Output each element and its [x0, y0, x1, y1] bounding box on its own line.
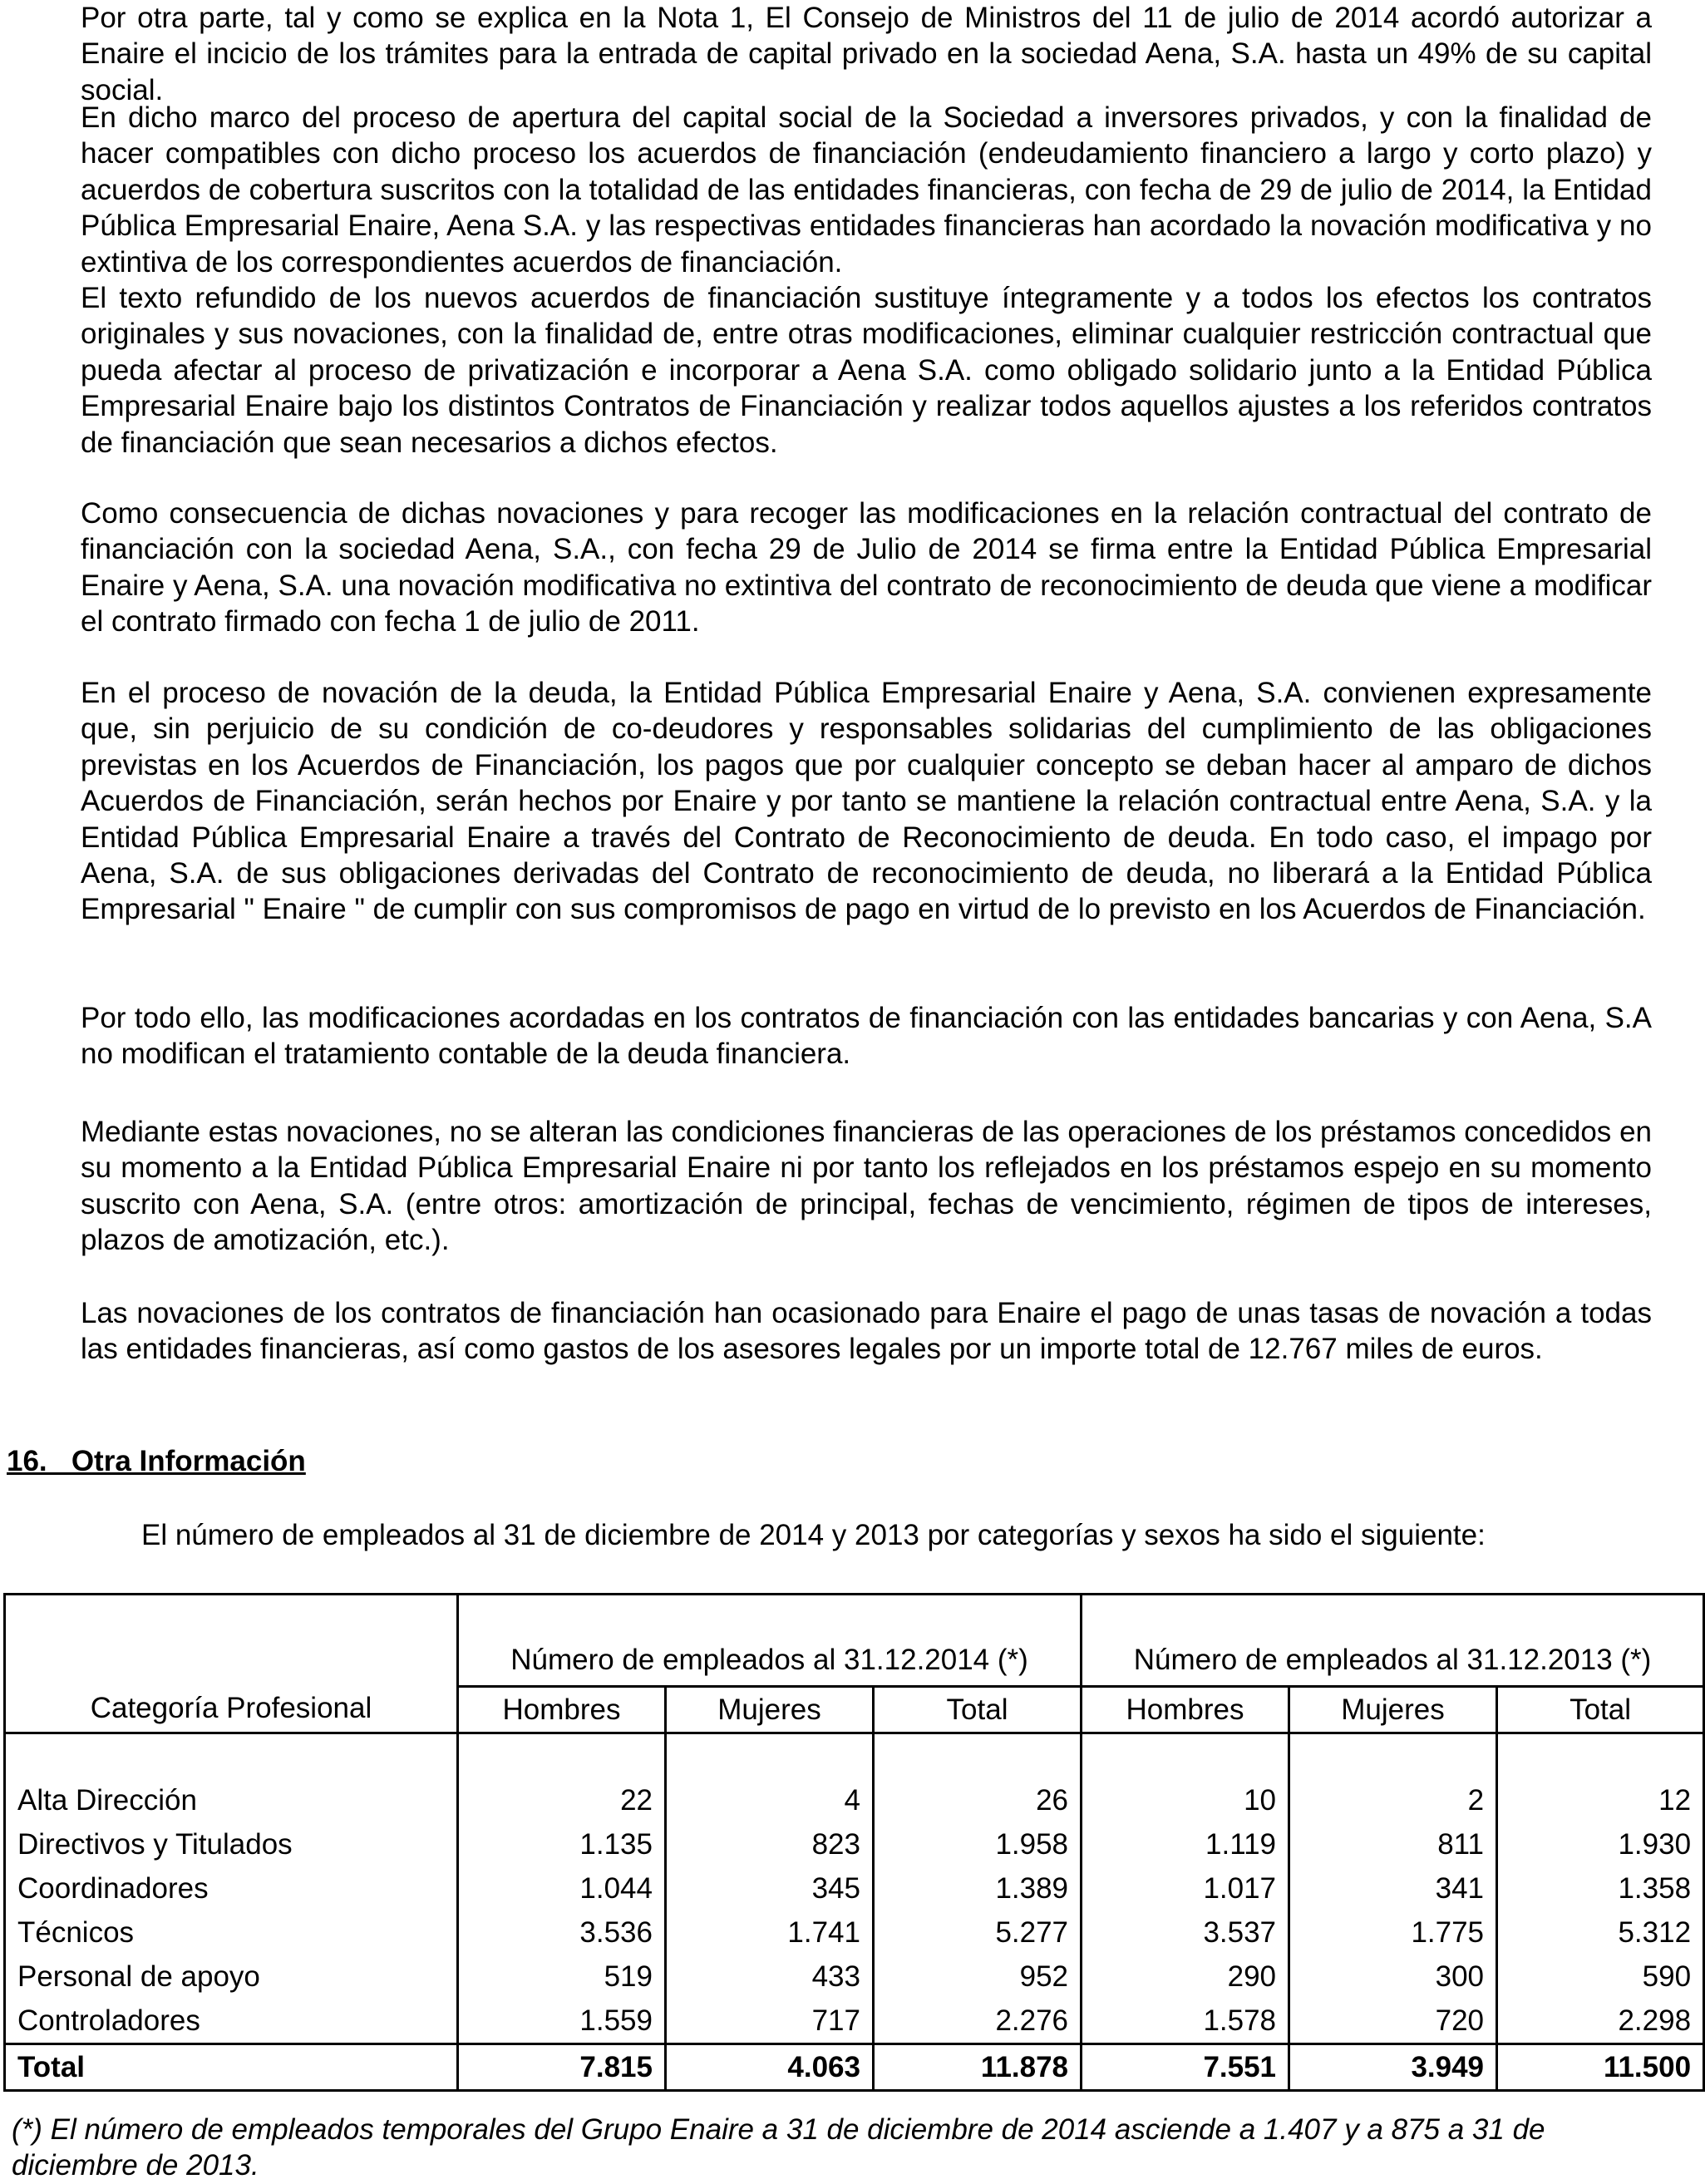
cell-mujeres-2014: 1.741 — [666, 1910, 874, 1955]
total-hombres-2013: 7.551 — [1082, 2044, 1289, 2091]
row-category: Directivos y Titulados — [5, 1822, 458, 1866]
table-spacer-row — [5, 1733, 1704, 1779]
cell-hombres-2014: 1.559 — [458, 1999, 666, 2044]
col-header-total-2014: Total — [874, 1687, 1082, 1733]
category-header: Categoría Profesional — [5, 1595, 458, 1733]
row-category: Técnicos — [5, 1910, 458, 1955]
cell-mujeres-2014: 433 — [666, 1955, 874, 1999]
cell-total-2013: 1.358 — [1497, 1866, 1704, 1910]
col-header-total-2013: Total — [1497, 1687, 1704, 1733]
cell-mujeres-2013: 1.775 — [1289, 1910, 1497, 1955]
paragraph-apertura-capital: En dicho marco del proceso de apertura del capital social de la Sociedad a inversores privados, y con la finalidad de hacer compatibles con dicho proceso los acuerdos de financiación (endeudamiento financiero a largo y corto plazo) y acuerdos de cobertura suscritos con la totalidad de las entidades financieras, con fecha de 29 de julio de 2014, la Entidad Pública Empresarial Enaire, Aena S.A. y las respectivas entidades financieras han acordado la novación modificativa y no extintiva de los correspondientes acuerdos de financiación. — [81, 101, 1652, 279]
cell-total-2013: 5.312 — [1497, 1910, 1704, 1955]
cell-hombres-2013: 10 — [1082, 1778, 1289, 1822]
cell-hombres-2014: 1.044 — [458, 1866, 666, 1910]
cell-total-2013: 12 — [1497, 1778, 1704, 1822]
cell-mujeres-2013: 720 — [1289, 1999, 1497, 2044]
table-footnote: (*) El número de empleados temporales del Grupo Enaire a 31 de diciembre de 2014 asciende a 1.407 y a 875 a 31 de diciembre de 2013. — [12, 2113, 1545, 2182]
cell-total-2014: 1.958 — [874, 1822, 1082, 1866]
cell-hombres-2014: 22 — [458, 1778, 666, 1822]
total-mujeres-2014: 4.063 — [666, 2044, 874, 2091]
cell-mujeres-2013: 341 — [1289, 1866, 1497, 1910]
cell-mujeres-2014: 345 — [666, 1866, 874, 1910]
paragraph-capital-privado: Por otra parte, tal y como se explica en la Nota 1, El Consejo de Ministros del 11 de julio de 2014 acordó autorizar a Enaire el incicio de los trámites para la entrada de capital privado en la sociedad Aena, S.A. hasta un 49% de su capital social. — [81, 2, 1652, 106]
cell-hombres-2014: 519 — [458, 1955, 666, 1999]
cell-total-2014: 5.277 — [874, 1910, 1082, 1955]
cell-total-2013: 1.930 — [1497, 1822, 1704, 1866]
total-total-2013: 11.500 — [1497, 2044, 1704, 2091]
table-row — [5, 1822, 1704, 1866]
section-intro: El número de empleados al 31 de diciembre de 2014 y 2013 por categorías y sexos ha sido el siguiente: — [141, 1519, 1486, 1551]
table-row — [5, 1778, 1704, 1822]
paragraph-tratamiento-contable: Por todo ello, las modificaciones acordadas en los contratos de financiación con las entidades bancarias y con Aena, S.A no modifican el tratamiento contable de la deuda financiera. — [81, 1002, 1652, 1071]
table-row — [5, 1866, 1704, 1910]
cell-total-2014: 2.276 — [874, 1999, 1082, 2044]
paragraph-texto-refundido: El texto refundido de los nuevos acuerdos de financiación sustituye íntegramente y a todos los efectos los contratos originales y sus novaciones, con la finalidad de, entre otras modificaciones, eliminar cualquier restricción contractual que pueda afectar al proceso de privatización e incorporar a Aena S.A. como obligado solidario junto a la Entidad Pública Empresarial Enaire bajo los distintos Contratos de Financiación y realizar todos aquellos ajustes a los referidos contratos de financiación que sean necesarios a dichos efectos. — [81, 282, 1652, 459]
paragraph-tasas-novacion: Las novaciones de los contratos de financiación han ocasionado para Enaire el pago de unas tasas de novación a todas las entidades financieras, así como gastos de los asesores legales por un importe total de 12.767 miles de euros. — [81, 1297, 1652, 1366]
cell-hombres-2013: 3.537 — [1082, 1910, 1289, 1955]
section-heading-otra-informacion: 16. Otra Información — [7, 1445, 306, 1477]
col-header-hombres-2014: Hombres — [458, 1687, 666, 1733]
table-row — [5, 1999, 1704, 2044]
total-hombres-2014: 7.815 — [458, 2044, 666, 2091]
cell-hombres-2013: 1.017 — [1082, 1866, 1289, 1910]
total-mujeres-2013: 3.949 — [1289, 2044, 1497, 2091]
row-category: Personal de apoyo — [5, 1955, 458, 1999]
cell-mujeres-2014: 823 — [666, 1822, 874, 1866]
employees-table — [3, 1593, 1705, 2092]
cell-hombres-2014: 3.536 — [458, 1910, 666, 1955]
row-category: Controladores — [5, 1999, 458, 2044]
cell-hombres-2014: 1.135 — [458, 1822, 666, 1866]
col-header-hombres-2013: Hombres — [1082, 1687, 1289, 1733]
paragraph-proceso-novacion: En el proceso de novación de la deuda, la Entidad Pública Empresarial Enaire y Aena, S.A. convienen expresamente que, sin perjuicio de su condición de co-deudores y responsables solidarias del cumplimiento de las obligaciones previstas en los Acuerdos de Financiación, los pagos que por cualquier concepto se deban hacer al amparo de dichos Acuerdos de Financiación, serán hechos por Enaire y por tanto se mantiene la relación contractual entre Aena, S.A. y la Entidad Pública Empresarial Enaire a través del Contrato de Reconocimiento de deuda. En todo caso, el impago por Aena, S.A. de sus obligaciones derivadas del Contrato de reconocimiento de deuda, no liberará a la Entidad Pública Empresarial " Enaire " de cumplir con sus compromisos de pago en virtud de lo previsto en los Acuerdos de Financiación. — [81, 677, 1652, 926]
cell-hombres-2013: 1.119 — [1082, 1822, 1289, 1866]
cell-mujeres-2013: 2 — [1289, 1778, 1497, 1822]
cell-mujeres-2013: 811 — [1289, 1822, 1497, 1866]
total-total-2014: 11.878 — [874, 2044, 1082, 2091]
total-label: Total — [5, 2044, 458, 2091]
cell-total-2014: 952 — [874, 1955, 1082, 1999]
paragraph-consecuencia-novaciones: Como consecuencia de dichas novaciones y para recoger las modificaciones en la relación contractual del contrato de financiación con la sociedad Aena, S.A., con fecha 29 de Julio de 2014 se firma entre la Entidad Pública Empresarial Enaire y Aena, S.A. una novación modificativa no extintiva del contrato de reconocimiento de deuda que viene a modificar el contrato firmado con fecha 1 de julio de 2011. — [81, 497, 1652, 638]
col-header-mujeres-2014: Mujeres — [666, 1687, 874, 1733]
cell-hombres-2013: 290 — [1082, 1955, 1289, 1999]
table-row — [5, 1910, 1704, 1955]
table-group-header-row — [5, 1595, 1704, 1687]
cell-mujeres-2014: 717 — [666, 1999, 874, 2044]
cell-total-2014: 1.389 — [874, 1866, 1082, 1910]
table-total-row — [5, 2044, 1704, 2091]
cell-mujeres-2013: 300 — [1289, 1955, 1497, 1999]
group-header-2014: Número de empleados al 31.12.2014 (*) — [458, 1595, 1082, 1687]
cell-mujeres-2014: 4 — [666, 1778, 874, 1822]
paragraph-condiciones-financieras: Mediante estas novaciones, no se alteran las condiciones financieras de las operaciones de los préstamos concedidos en su momento a la Entidad Pública Empresarial Enaire ni por tanto los reflejados en los préstamos espejo en su momento suscrito con Aena, S.A. (entre otros: amortización de principal, fechas de vencimiento, régimen de tipos de intereses, plazos de amotización, etc.). — [81, 1116, 1652, 1257]
cell-hombres-2013: 1.578 — [1082, 1999, 1289, 2044]
cell-total-2013: 2.298 — [1497, 1999, 1704, 2044]
row-category: Alta Dirección — [5, 1778, 458, 1822]
table-row — [5, 1955, 1704, 1999]
col-header-mujeres-2013: Mujeres — [1289, 1687, 1497, 1733]
group-header-2013: Número de empleados al 31.12.2013 (*) — [1082, 1595, 1704, 1687]
cell-total-2014: 26 — [874, 1778, 1082, 1822]
cell-total-2013: 590 — [1497, 1955, 1704, 1999]
row-category: Coordinadores — [5, 1866, 458, 1910]
